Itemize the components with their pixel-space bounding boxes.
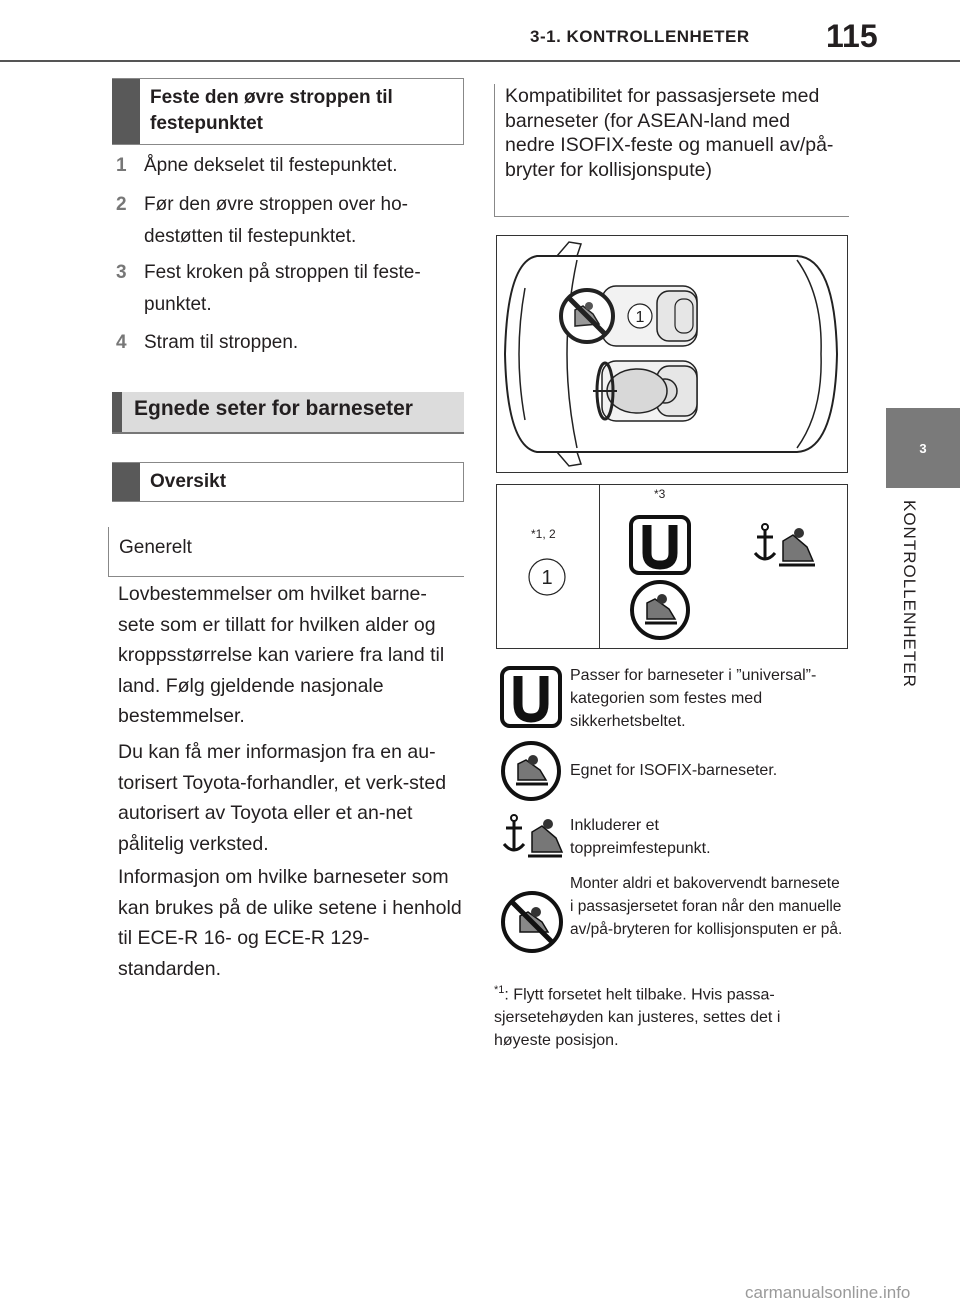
- step-2: [116, 189, 456, 253]
- section-heading-text: Egnede seter for barneseter: [134, 397, 413, 420]
- heading-top-strap: [112, 78, 464, 145]
- legend-isofix-seat-icon: [500, 740, 562, 802]
- heading-compatibility: [494, 84, 848, 217]
- seat-position-label: 1: [635, 309, 645, 326]
- paragraph-regulations: Lovbestemmelser om hvilket barne-sete som er tillatt for hvilken alder og kroppsstørrelse kan variere fra land til land. Følg gjeldende nasjonale bestemmelser.: [118, 583, 445, 727]
- section-title: 3-1. KONTROLLENHETER: [530, 27, 750, 46]
- step-4: [116, 327, 456, 359]
- seat-number-value: 1: [541, 567, 553, 589]
- step-text: Stram til stroppen.: [144, 332, 299, 353]
- heading-underline: [112, 432, 464, 434]
- heading-compatibility-text: Kompatibilitet for passasjersete med barneseter (for ASEAN-land med nedre ISOFIX-feste og manuell av/på-bryter for kollisjonspute): [505, 85, 834, 181]
- car-top-view-illustration: [497, 236, 847, 472]
- compatibility-table: [496, 484, 848, 649]
- seat-number-badge: [527, 557, 567, 597]
- vehicle-seat-diagram: [496, 235, 848, 473]
- step-1: [116, 150, 456, 182]
- universal-u-icon: [629, 515, 691, 575]
- step-3: [116, 257, 456, 321]
- legend-no-rear-facing-seat-icon: [500, 890, 564, 954]
- watermark: carmanualsonline.info: [745, 1283, 911, 1302]
- heading-bar: [112, 392, 122, 432]
- footnote: [494, 979, 834, 1052]
- legend-top-tether-anchor-icon: [498, 812, 564, 864]
- legend-universal-text: Passer for barneseter i ”universal”-kategorien som festes med sikkerhetsbeltet.: [570, 667, 817, 730]
- table-note-compat: *3: [654, 487, 666, 501]
- legend-isofix-text: Egnet for ISOFIX-barneseter.: [570, 762, 778, 779]
- heading-overview-text: Oversikt: [150, 471, 227, 492]
- legend-anchor-text: Inkluderer et toppreimfestepunkt.: [570, 817, 711, 857]
- step-number: 2: [116, 194, 127, 215]
- heading-top-strap-text: Feste den øvre stroppen til festepunktet: [150, 87, 393, 134]
- legend-universal-u-icon: [500, 666, 562, 728]
- chapter-tab[interactable]: 3: [886, 408, 960, 488]
- step-number: 4: [116, 332, 127, 353]
- isofix-seat-icon: [629, 579, 691, 641]
- step-text: Fest kroken på stroppen til feste-punktet.: [144, 262, 421, 315]
- legend-no-rear-facing-text: Monter aldri et bakovervendt barnesete i passasjersetet foran når den manuelle av/på-bryteren for kollisjonsputen er på.: [570, 875, 843, 938]
- subheading-general-text: Generelt: [119, 537, 192, 558]
- section-heading-child-seats: [112, 392, 464, 432]
- step-number: 1: [116, 155, 127, 176]
- heading-bar: [112, 463, 140, 501]
- heading-overview: [112, 462, 464, 502]
- page-number: 115: [826, 18, 878, 54]
- table-note-seat: *1, 2: [531, 527, 556, 541]
- heading-underline: [495, 216, 849, 217]
- subheading-general: [108, 527, 464, 577]
- step-text: Åpne dekselet til festepunktet.: [144, 155, 398, 176]
- header-divider: [0, 60, 960, 62]
- step-text: Før den øvre stroppen over ho-destøtten til festepunktet.: [144, 194, 408, 247]
- top-tether-anchor-icon: [749, 521, 817, 573]
- paragraph-dealer-info: Du kan få mer informasjon fra en au-torisert Toyota-forhandler, et verk-sted autorisert av Toyota eller et an-net pålitelig verksted.: [118, 741, 447, 855]
- table-divider: [599, 485, 600, 648]
- step-number: 3: [116, 262, 127, 283]
- chapter-title: KONTROLLENHETER: [900, 500, 919, 688]
- footnote-mark: *1: [494, 984, 505, 996]
- paragraph-standards: Informasjon om hvilke barneseter som kan brukes på de ulike setene i henhold til ECE-R 16- og ECE-R 129-standarden.: [118, 866, 462, 980]
- footnote-text: : Flytt forsetet helt tilbake. Hvis passa-sjersetehøyden kan justeres, settes det i høyeste posisjon.: [494, 986, 781, 1050]
- heading-bar: [112, 79, 140, 144]
